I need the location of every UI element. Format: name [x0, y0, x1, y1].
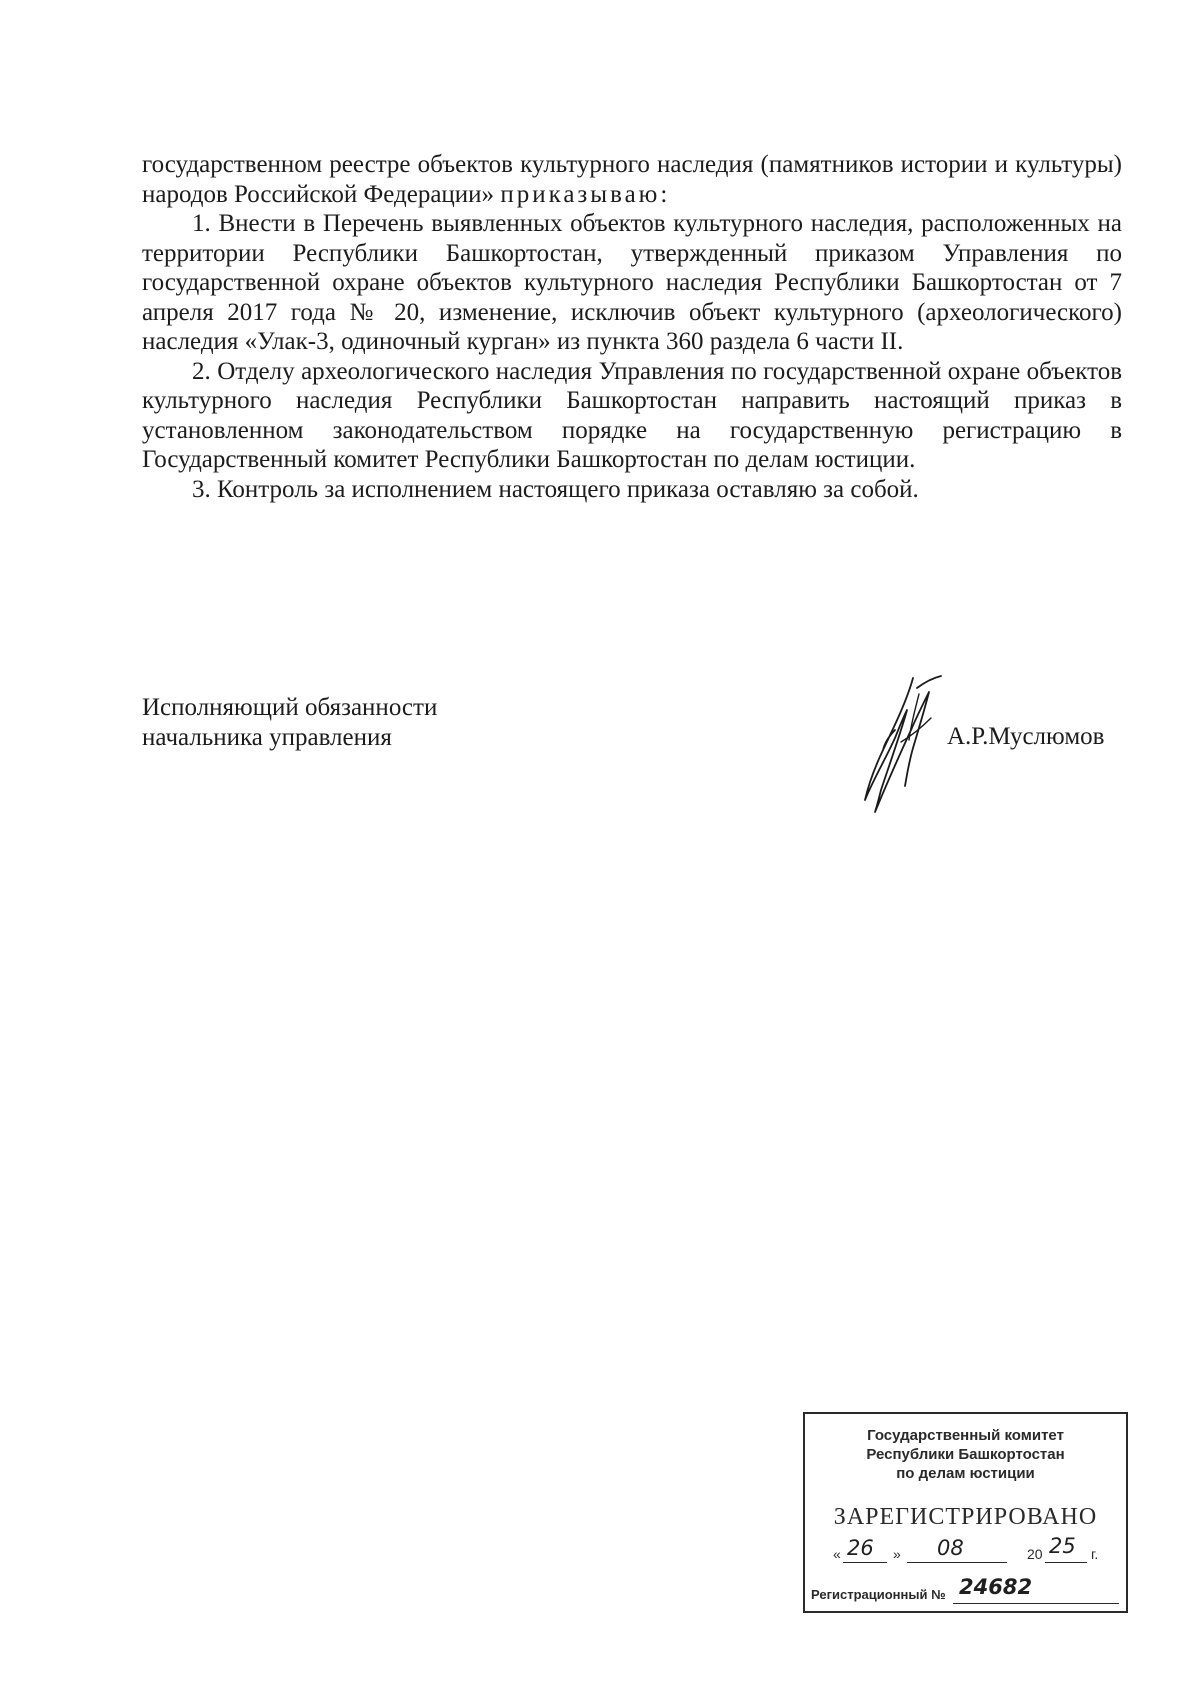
handwritten-signature: [855, 670, 960, 815]
stamp-quote-open: «: [833, 1546, 841, 1562]
paragraph-item-1: 1. Внести в Перечень выявленных объектов культурного наследия, расположенных на территории Республики Башкортостан, утвержденный приказом Управления по государственной охране объектов культурного наследия Республики Башкортостан от 7 апреля 2017 года № 20, изменение, исключив объект культурного (археологического) наследия «Улак-3, одиночный курган» из пункта 360 раздела 6 части II.: [142, 210, 1122, 355]
signer-position-line2: начальника управления: [142, 724, 392, 751]
paragraph-item-3: 3. Контроль за исполнением настоящего приказа оставляю за собой.: [192, 475, 919, 503]
paragraph-intro-text: государственном реестре объектов культурного наследия (памятников истории и культуры) народов Российской Федерации»: [142, 151, 1122, 208]
order-word: приказываю:: [500, 180, 671, 208]
paragraph-item-2: 2. Отделу археологического наследия Управления по государственной охране объектов культурного наследия Республики Башкортостан направить настоящий приказ в установленном законодательством порядке на государственную регистрацию в Государственный комитет Республики Башкортостан по делам юстиции.: [142, 357, 1122, 473]
stamp-day: 26: [847, 1536, 874, 1560]
stamp-reg-number: 24682: [959, 1575, 1033, 1599]
stamp-reg-label: Регистрационный №: [811, 1587, 946, 1602]
stamp-year-suffix: 25: [1049, 1534, 1076, 1558]
stamp-day-underline: [843, 1562, 887, 1563]
signer-position-line1: Исполняющий обязанности: [142, 694, 438, 721]
order-body: [142, 150, 1122, 504]
stamp-org-line2: Республики Башкортостан: [866, 1446, 1065, 1463]
signer-name: А.Р.Муслюмов: [947, 723, 1105, 750]
stamp-month-underline: [907, 1562, 1007, 1563]
stamp-year-underline: [1045, 1562, 1087, 1563]
stamp-organization: [805, 1426, 1126, 1483]
stamp-registered-label: ЗАРЕГИСТРИРОВАНО: [833, 1504, 1098, 1530]
stamp-quote-close: »: [893, 1546, 901, 1562]
stamp-org-line3: по делам юстиции: [896, 1465, 1035, 1482]
registration-stamp: [803, 1412, 1128, 1613]
signer-position: [142, 693, 437, 753]
stamp-date: [827, 1534, 1117, 1568]
stamp-reg-underline: [953, 1603, 1119, 1604]
stamp-year-unit: г.: [1091, 1546, 1099, 1562]
stamp-registration-number: [811, 1575, 1121, 1607]
stamp-year-prefix: 20: [1027, 1546, 1043, 1562]
stamp-month: 08: [937, 1536, 964, 1560]
stamp-org-line1: Государственный комитет: [867, 1427, 1064, 1444]
paragraph-intro: [142, 150, 1122, 209]
